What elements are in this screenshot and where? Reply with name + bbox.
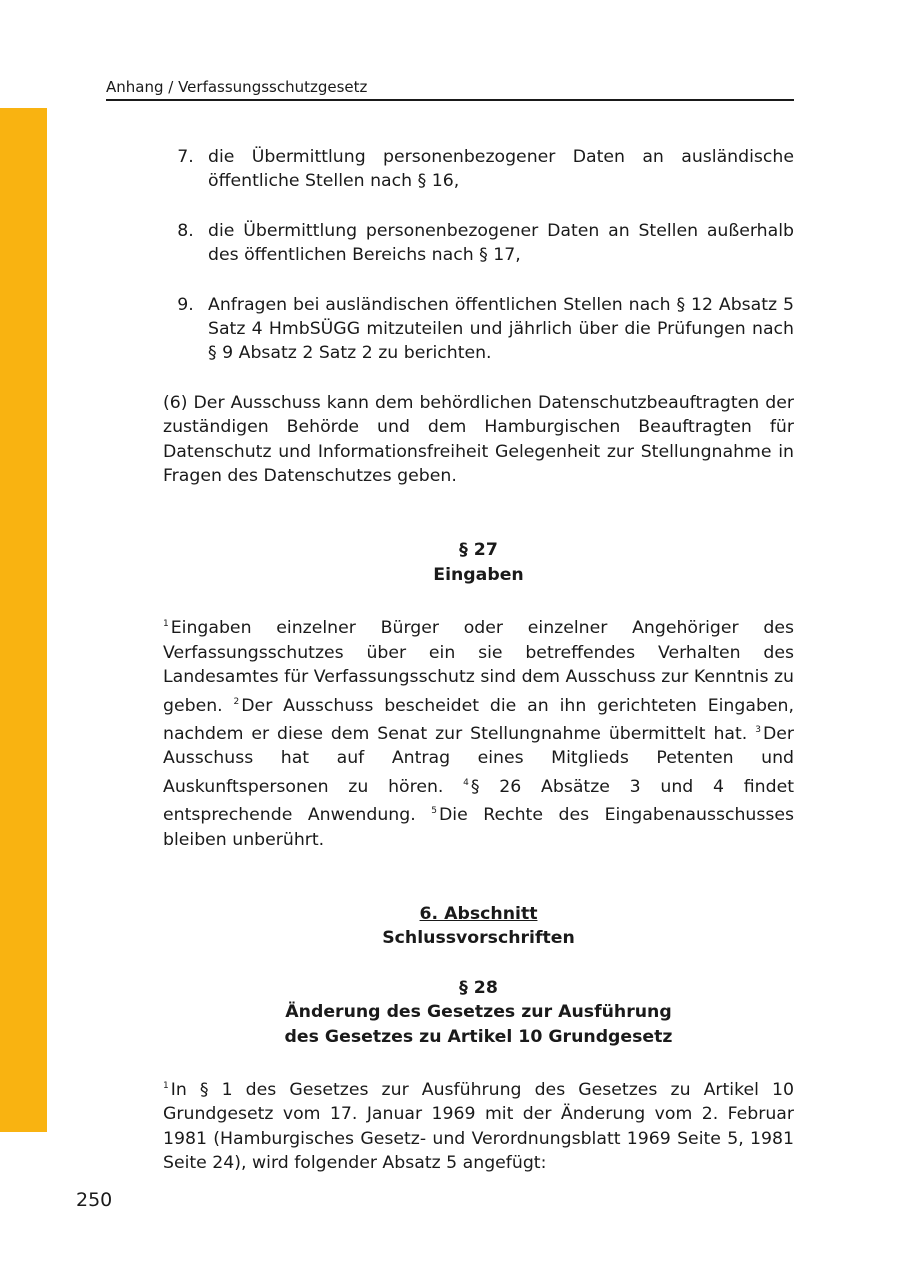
page-body xyxy=(163,145,794,1176)
section-27-number: § 27 xyxy=(459,540,498,561)
section-28-body xyxy=(163,1074,794,1176)
list-item-number: 7. xyxy=(177,147,194,167)
sentence-marker: 3 xyxy=(755,724,761,735)
sentence-marker: 4 xyxy=(463,777,469,788)
section-28-number: § 28 xyxy=(459,977,498,998)
list-item xyxy=(163,219,794,268)
chapter-title: Schlussvorschriften xyxy=(382,928,575,949)
section-28-title-line-2: des Gesetzes zu Artikel 10 Grundgesetz xyxy=(284,1026,673,1047)
sentence-text: Eingaben einzelner Bürger oder einzelner Angehöriger des Verfassungsschutzes über ein sie betreffendes Verhalten des Landesamtes für Verfassungsschutz sind dem Ausschuss zur Kenntnis zu geben. xyxy=(163,618,794,716)
side-color-bar xyxy=(0,108,47,1132)
chapter-number: 6. Abschnitt xyxy=(419,903,538,924)
paragraph-6: (6) Der Ausschuss kann dem behördlichen Datenschutzbeauftragten der zuständigen Behörde und dem Hamburgischen Beauftragten für Datenschutz und Informationsfreiheit Gelegenheit zur Stellungnahme in Fragen des Datenschutzes geben. xyxy=(163,392,794,487)
sentence-text: Der Ausschuss bescheidet die an ihn gerichteten Eingaben, nachdem er diese dem Senat zur Stellungnahme übermittelt hat. xyxy=(163,695,794,744)
list-item-number: 8. xyxy=(177,220,194,241)
sentence-text: Die Rechte des Eingabenausschusses bleiben unberührt. xyxy=(163,805,795,850)
sentence-marker: 1 xyxy=(163,619,169,630)
section-28-title-line-1: Änderung des Gesetzes zur Ausführung xyxy=(285,1002,672,1023)
sentence-text: In § 1 des Gesetzes zur Ausführung des Gesetzes zu Artikel 10 Grundgesetz vom 17. Januar 1969 mit der Änderung vom 2. Februar 1981 (Hamburgisches Gesetz- und Verordnungsblatt 1969 Seite 5, 1981 Seite 24), wird folgender Absatz 5 angefügt: xyxy=(163,1079,794,1174)
list-item-text: die Übermittlung personenbezogener Daten an ausländische öffentliche Stellen nach § 16, xyxy=(208,147,794,192)
section-27-title: Eingaben xyxy=(433,564,524,585)
chapter-label xyxy=(163,902,794,926)
list-item-number: 9. xyxy=(177,294,194,315)
page-number: 250 xyxy=(76,1189,113,1211)
list-item xyxy=(163,145,794,194)
sentence-marker: 2 xyxy=(233,696,240,707)
sentence-text: Der Ausschuss hat auf Antrag eines Mitglieds Petenten und Auskunftspersonen zu hören. xyxy=(163,723,794,797)
running-header: Anhang / Verfassungsschutzgesetz xyxy=(106,77,794,101)
section-27-body xyxy=(163,612,794,852)
list-item xyxy=(163,293,794,366)
sentence-text: § 26 Absätze 3 und 4 findet entsprechende Anwendung. xyxy=(163,776,794,826)
list-item-text: Anfragen bei ausländischen öffentlichen Stellen nach § 12 Absatz 5 Satz 4 HmbSÜGG mitzuteilen und jährlich über die Prüfungen nach § 9 Absatz 2 Satz 2 zu berichten. xyxy=(208,294,794,364)
sentence-marker: 5 xyxy=(431,806,437,817)
list-item-text: die Übermittlung personenbezogener Daten an Stellen außerhalb des öffentlichen Bereichs nach § 17, xyxy=(208,220,794,266)
sentence-marker: 1 xyxy=(163,1080,169,1091)
